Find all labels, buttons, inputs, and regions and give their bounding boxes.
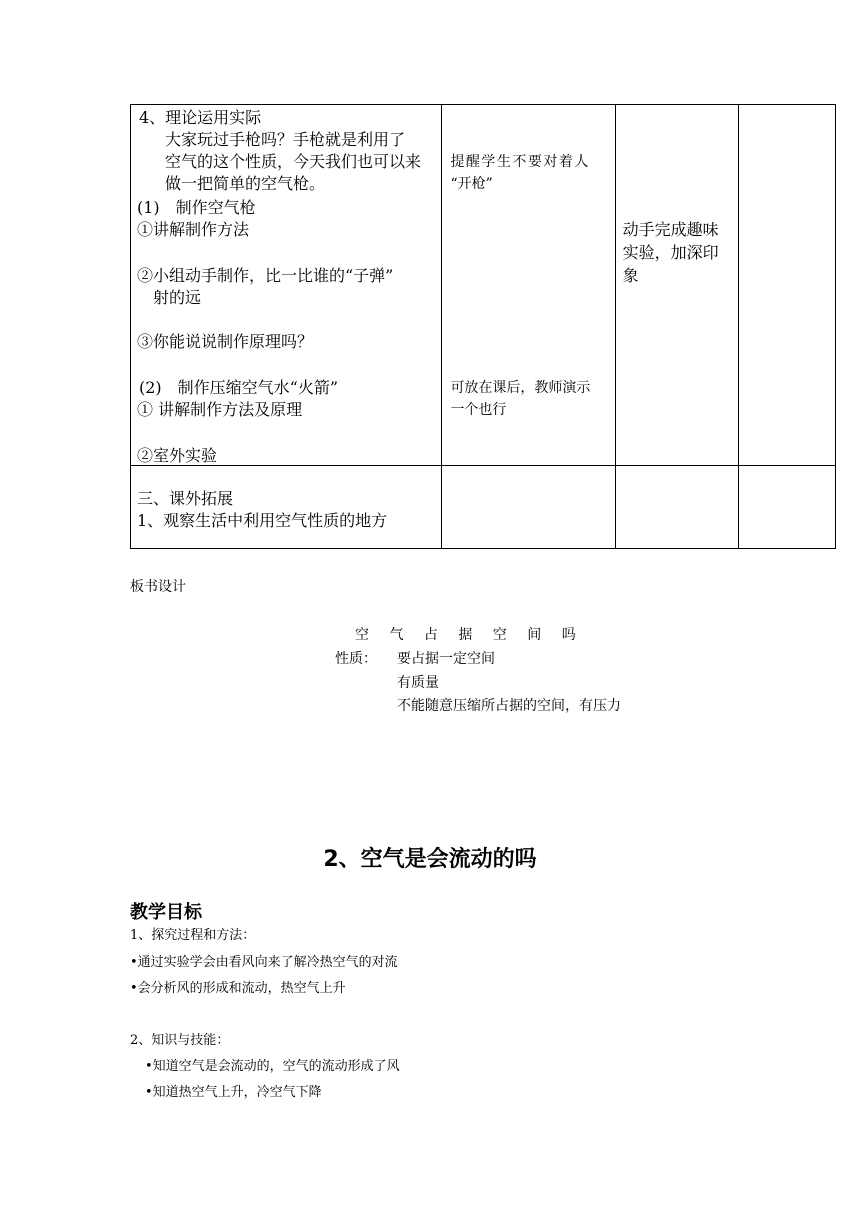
section-title: 2、知识与技能： [130, 1033, 230, 1048]
empty-cell [738, 105, 835, 466]
lesson-table [130, 104, 836, 549]
activity-intro-line: 空气的这个性质，今天我们也可以来 [165, 152, 422, 171]
activity-cell [131, 105, 442, 466]
teacher-note: “开枪” [450, 176, 493, 192]
step-item: ①讲解制作方法 [137, 220, 250, 239]
board-design-label: 板书设计 [130, 579, 186, 595]
activity-heading: 4、理论运用实际 [139, 108, 262, 127]
bullet-item: •会分析风的形成和流动，热空气上升 [130, 981, 346, 996]
student-activity-line: 象 [622, 266, 639, 285]
teacher-note: 一个也行 [450, 402, 507, 418]
extension-item: 1、观察生活中利用空气性质的地方 [137, 511, 388, 530]
bullet-item: •知道空气是会流动的，空气的流动形成了风 [145, 1059, 400, 1074]
empty-cell [615, 466, 738, 549]
step-item: ① 讲解制作方法及原理 [137, 400, 303, 419]
table-row [131, 466, 836, 549]
empty-cell [442, 466, 615, 549]
board-design-title: 空 气 占 据 空 间 吗 [355, 627, 584, 643]
teacher-note: 提醒学生不要对着人 [450, 154, 590, 170]
board-property-label: 性质： [335, 651, 377, 667]
board-property: 不能随意压缩所占据的空间，有压力 [397, 698, 621, 714]
bullet-item: •知道热空气上升，冷空气下降 [145, 1085, 322, 1100]
student-activity-line: 实验，加深印 [622, 243, 719, 262]
student-activity-line: 动手完成趣味 [622, 220, 719, 239]
activity-intro-line: 大家玩过手枪吗？手枪就是利用了 [165, 130, 406, 149]
student-activity-cell [615, 105, 738, 466]
empty-cell [738, 466, 835, 549]
part2-title: (2) 制作压缩空气水“火箭” [139, 378, 339, 397]
teacher-note: 可放在课后，教师演示 [450, 380, 591, 396]
extension-heading: 三、课外拓展 [137, 489, 234, 508]
step-item: ②室外实验 [137, 446, 218, 465]
lesson-title: 2、空气是会流动的吗 [323, 847, 537, 872]
objectives-heading: 教学目标 [130, 902, 202, 923]
board-property: 有质量 [397, 675, 439, 691]
section-title: 1、探究过程和方法： [130, 928, 256, 943]
activity-intro-line: 做一把简单的空气枪。 [165, 174, 326, 193]
table-row [131, 105, 836, 466]
part1-title: (1) 制作空气枪 [137, 198, 256, 217]
step-item-continuation: 射的远 [153, 288, 202, 307]
step-item: ②小组动手制作，比一比谁的“子弹” [137, 266, 394, 285]
extension-cell [131, 466, 442, 549]
teacher-note-cell [442, 105, 615, 466]
bullet-item: •通过实验学会由看风向来了解冷热空气的对流 [130, 955, 398, 970]
step-item: ③你能说说制作原理吗？ [137, 332, 314, 351]
board-property: 要占据一定空间 [397, 651, 495, 667]
